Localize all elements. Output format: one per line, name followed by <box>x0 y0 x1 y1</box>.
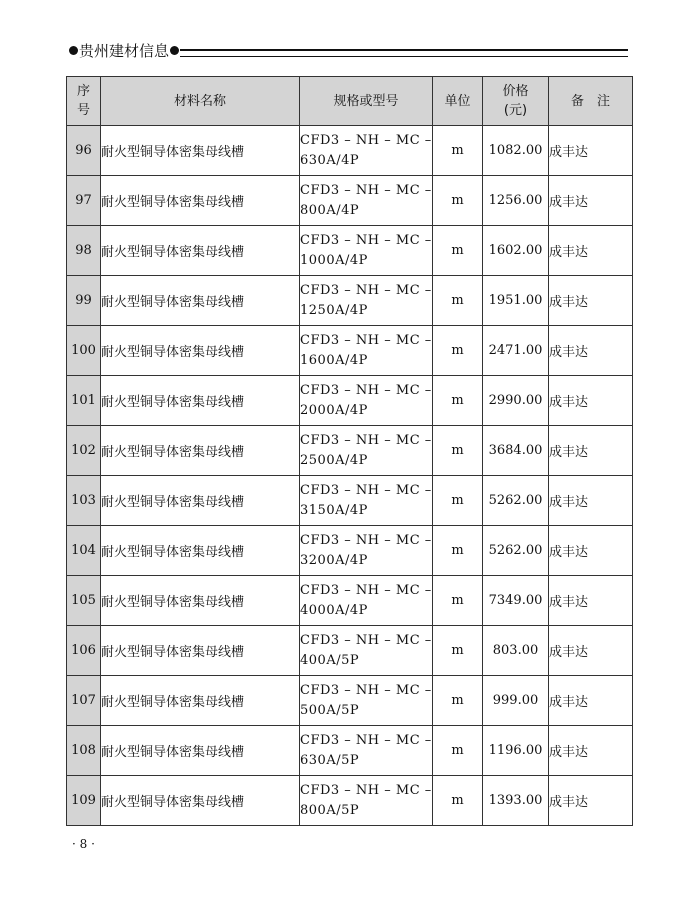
spec-model: CFD3 – NH – MC – 800A/5P <box>300 776 433 826</box>
table-row <box>67 726 633 776</box>
price: 3684.00 <box>483 426 549 476</box>
remark: 成丰达 <box>549 776 633 826</box>
row-number: 105 <box>67 576 101 626</box>
unit: m <box>433 276 483 326</box>
price: 2990.00 <box>483 376 549 426</box>
remark: 成丰达 <box>549 726 633 776</box>
material-name: 耐火型铜导体密集母线槽 <box>101 726 300 776</box>
table-row <box>67 376 633 426</box>
spec-model: CFD3 – NH – MC – 3150A/4P <box>300 476 433 526</box>
remark: 成丰达 <box>549 576 633 626</box>
price: 1602.00 <box>483 226 549 276</box>
table-row <box>67 676 633 726</box>
remark: 成丰达 <box>549 626 633 676</box>
material-name: 耐火型铜导体密集母线槽 <box>101 676 300 726</box>
remark: 成丰达 <box>549 176 633 226</box>
spec-model: CFD3 – NH – MC – 2000A/4P <box>300 376 433 426</box>
material-name: 耐火型铜导体密集母线槽 <box>101 326 300 376</box>
header-unit: 单位 <box>433 77 483 126</box>
row-number: 104 <box>67 526 101 576</box>
bullet-dot-icon <box>69 46 78 55</box>
header-price <box>483 77 549 126</box>
price: 7349.00 <box>483 576 549 626</box>
header-no <box>67 77 101 126</box>
page-number: · 8 · <box>72 837 95 851</box>
price: 1951.00 <box>483 276 549 326</box>
unit: m <box>433 426 483 476</box>
header-no-line2: 号 <box>76 103 90 118</box>
row-number: 109 <box>67 776 101 826</box>
row-number: 108 <box>67 726 101 776</box>
table-row <box>67 276 633 326</box>
remark: 成丰达 <box>549 526 633 576</box>
row-number: 101 <box>67 376 101 426</box>
row-number: 106 <box>67 626 101 676</box>
table-header-row <box>67 77 633 126</box>
unit: m <box>433 776 483 826</box>
remark: 成丰达 <box>549 376 633 426</box>
row-number: 103 <box>67 476 101 526</box>
row-number: 100 <box>67 326 101 376</box>
table-row <box>67 326 633 376</box>
remark: 成丰达 <box>549 326 633 376</box>
remark: 成丰达 <box>549 226 633 276</box>
spec-model: CFD3 – NH – MC – 3200A/4P <box>300 526 433 576</box>
unit: m <box>433 226 483 276</box>
header-name: 材料名称 <box>101 77 300 126</box>
header-price-line2: (元) <box>503 103 528 118</box>
unit: m <box>433 576 483 626</box>
header-remark: 备 注 <box>549 77 633 126</box>
price: 5262.00 <box>483 476 549 526</box>
material-name: 耐火型铜导体密集母线槽 <box>101 376 300 426</box>
remark: 成丰达 <box>549 276 633 326</box>
material-name: 耐火型铜导体密集母线槽 <box>101 226 300 276</box>
table-row <box>67 126 633 176</box>
spec-model: CFD3 – NH – MC – 1000A/4P <box>300 226 433 276</box>
table-row <box>67 426 633 476</box>
material-name: 耐火型铜导体密集母线槽 <box>101 476 300 526</box>
table-row <box>67 476 633 526</box>
remark: 成丰达 <box>549 426 633 476</box>
material-name: 耐火型铜导体密集母线槽 <box>101 126 300 176</box>
remark: 成丰达 <box>549 676 633 726</box>
spec-model: CFD3 – NH – MC – 4000A/4P <box>300 576 433 626</box>
unit: m <box>433 726 483 776</box>
price: 1082.00 <box>483 126 549 176</box>
spec-model: CFD3 – NH – MC – 500A/5P <box>300 676 433 726</box>
row-number: 97 <box>67 176 101 226</box>
price: 1256.00 <box>483 176 549 226</box>
unit: m <box>433 126 483 176</box>
header-no-line1: 序 <box>76 84 90 99</box>
publication-title-text: 贵州建材信息 <box>79 42 170 60</box>
table-row <box>67 526 633 576</box>
spec-model: CFD3 – NH – MC – 1600A/4P <box>300 326 433 376</box>
price: 2471.00 <box>483 326 549 376</box>
running-header <box>68 40 628 62</box>
row-number: 96 <box>67 126 101 176</box>
price: 5262.00 <box>483 526 549 576</box>
table-row <box>67 776 633 826</box>
unit: m <box>433 326 483 376</box>
remark: 成丰达 <box>549 126 633 176</box>
material-name: 耐火型铜导体密集母线槽 <box>101 626 300 676</box>
table-row <box>67 576 633 626</box>
row-number: 99 <box>67 276 101 326</box>
header-rule-lines <box>180 49 628 57</box>
material-name: 耐火型铜导体密集母线槽 <box>101 426 300 476</box>
material-name: 耐火型铜导体密集母线槽 <box>101 576 300 626</box>
unit: m <box>433 176 483 226</box>
row-number: 107 <box>67 676 101 726</box>
publication-title <box>68 40 180 62</box>
price: 803.00 <box>483 626 549 676</box>
unit: m <box>433 376 483 426</box>
table-row <box>67 626 633 676</box>
price: 1393.00 <box>483 776 549 826</box>
header-spec: 规格或型号 <box>300 77 433 126</box>
unit: m <box>433 676 483 726</box>
material-name: 耐火型铜导体密集母线槽 <box>101 526 300 576</box>
price: 999.00 <box>483 676 549 726</box>
material-name: 耐火型铜导体密集母线槽 <box>101 276 300 326</box>
table-row <box>67 176 633 226</box>
unit: m <box>433 476 483 526</box>
unit: m <box>433 626 483 676</box>
header-price-line1: 价格 <box>502 84 529 99</box>
bullet-dot-icon <box>170 46 179 55</box>
spec-model: CFD3 – NH – MC – 1250A/4P <box>300 276 433 326</box>
unit: m <box>433 526 483 576</box>
row-number: 102 <box>67 426 101 476</box>
material-name: 耐火型铜导体密集母线槽 <box>101 776 300 826</box>
price-table <box>66 76 633 826</box>
row-number: 98 <box>67 226 101 276</box>
spec-model: CFD3 – NH – MC – 800A/4P <box>300 176 433 226</box>
spec-model: CFD3 – NH – MC – 400A/5P <box>300 626 433 676</box>
spec-model: CFD3 – NH – MC – 630A/4P <box>300 126 433 176</box>
price: 1196.00 <box>483 726 549 776</box>
material-name: 耐火型铜导体密集母线槽 <box>101 176 300 226</box>
spec-model: CFD3 – NH – MC – 630A/5P <box>300 726 433 776</box>
table-row <box>67 226 633 276</box>
remark: 成丰达 <box>549 476 633 526</box>
spec-model: CFD3 – NH – MC – 2500A/4P <box>300 426 433 476</box>
